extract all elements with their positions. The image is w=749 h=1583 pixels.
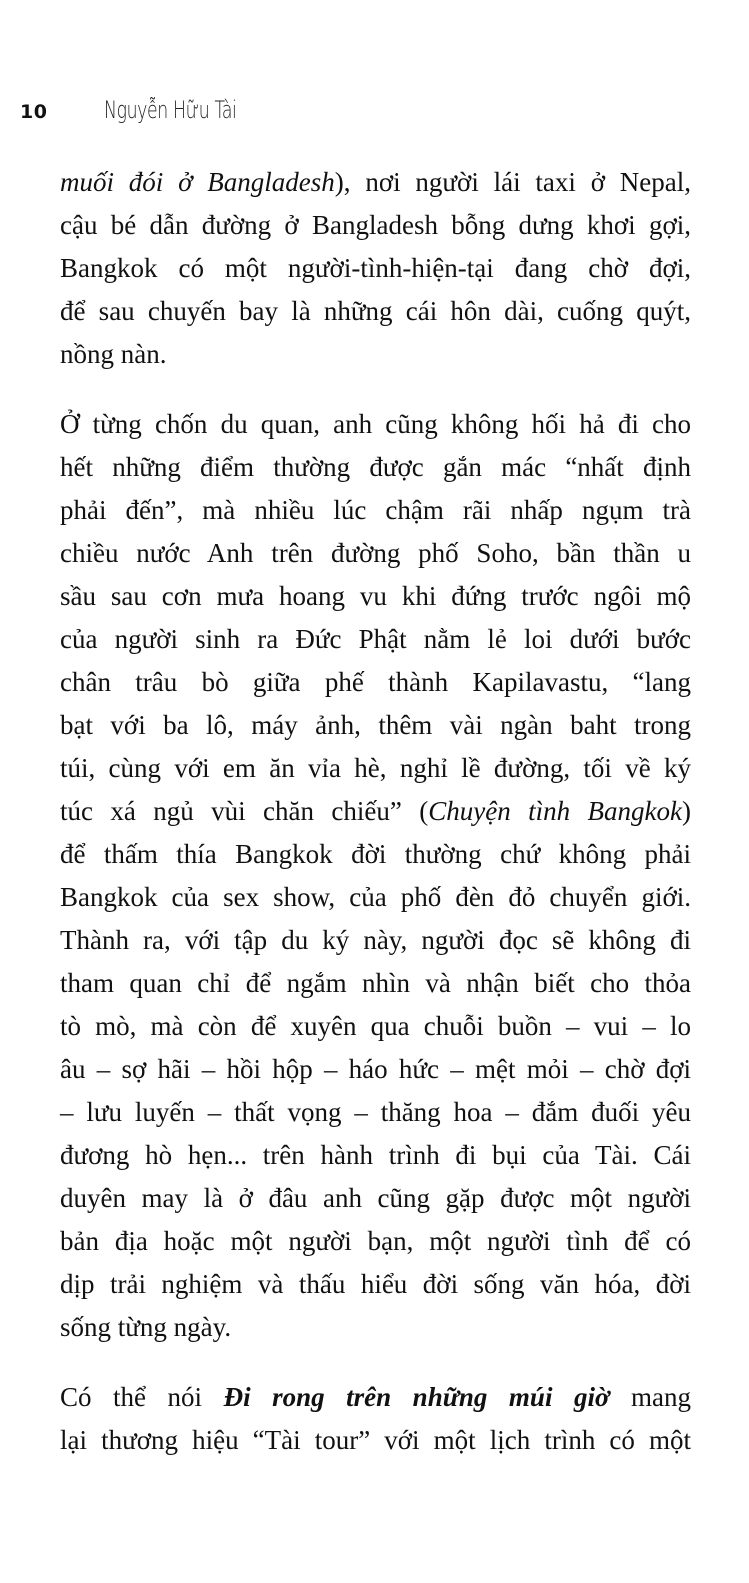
text-line xyxy=(60,1419,691,1462)
paragraph xyxy=(60,403,691,1349)
text-line xyxy=(60,962,691,1005)
text-line xyxy=(60,247,691,290)
text-line xyxy=(60,403,691,446)
book-title-emphasis: Đi rong trên những múi giờ xyxy=(223,1382,610,1412)
text-run: để thấm thía Bangkok đời thường chứ không phải xyxy=(60,839,691,869)
text-run: đương hò hẹn... trên hành trình đi bụi của Tài. Cái xyxy=(60,1140,691,1170)
text-run: dịp trải nghiệm và thấu hiểu đời sống văn hóa, đời xyxy=(60,1269,691,1299)
text-run: túc xá ngủ vùi chăn chiếu” ( xyxy=(60,796,429,826)
text-line xyxy=(60,1306,691,1349)
text-run: Bangkok có một người-tình-hiện-tại đang chờ đợi, xyxy=(60,253,691,283)
text-run: tham quan chỉ để ngắm nhìn và nhận biết cho thỏa xyxy=(60,968,691,998)
text-line xyxy=(60,661,691,704)
text-line xyxy=(60,1177,691,1220)
text-line xyxy=(60,333,691,376)
text-run: chiều nước Anh trên đường phố Soho, bần thần u xyxy=(60,538,691,568)
text-run: Có thể nói xyxy=(60,1382,224,1412)
text-line xyxy=(60,1134,691,1177)
text-run: Ở từng chốn du quan, anh cũng không hối hả đi cho xyxy=(60,409,691,439)
text-line xyxy=(60,704,691,747)
text-run: của người sinh ra Đức Phật nằm lẻ loi dưới bước xyxy=(60,624,691,654)
text-line xyxy=(60,747,691,790)
text-line xyxy=(60,833,691,876)
text-run: ) xyxy=(681,796,691,826)
text-run: phải đến”, mà nhiều lúc chậm rãi nhấp ngụm trà xyxy=(60,495,691,525)
text-line xyxy=(60,790,691,833)
text-line xyxy=(60,204,691,247)
text-run: lại thương hiệu “Tài tour” với một lịch trình có một xyxy=(60,1425,691,1455)
text-line xyxy=(60,1048,691,1091)
text-run: để sau chuyến bay là những cái hôn dài, cuống quýt, xyxy=(60,296,691,326)
text-run: tò mò, mà còn để xuyên qua chuỗi buồn – vui – lo xyxy=(60,1011,691,1041)
italic-title: Chuyện tình Bangkok xyxy=(428,796,682,826)
text-run: Thành ra, với tập du ký này, người đọc sẽ không đi xyxy=(60,925,691,955)
text-run: Bangkok của sex show, của phố đèn đỏ chuyển giới. xyxy=(60,882,691,912)
page-number: 10 xyxy=(20,101,48,123)
italic-title: muối đói ở Bangladesh xyxy=(60,167,335,197)
text-run: cậu bé dẫn đường ở Bangladesh bỗng dưng khơi gợi, xyxy=(60,210,691,240)
text-run: bản địa hoặc một người bạn, một người tình để có xyxy=(60,1226,691,1256)
text-run: chân trâu bò giữa phế thành Kapilavastu, “lang xyxy=(60,667,691,697)
text-line xyxy=(60,618,691,661)
text-run: ), nơi người lái taxi ở Nepal, xyxy=(334,167,691,197)
text-run: mang xyxy=(609,1382,691,1412)
text-line xyxy=(60,489,691,532)
text-line xyxy=(60,919,691,962)
text-run: nồng nàn. xyxy=(60,339,167,369)
header-author-name: Nguyễn Hữu Tài xyxy=(104,96,237,124)
text-run: sống từng ngày. xyxy=(60,1312,232,1342)
text-run: bạt với ba lô, máy ảnh, thêm vài ngàn baht trong xyxy=(60,710,691,740)
text-run: túi, cùng với em ăn vỉa hè, nghỉ lề đường, tối về ký xyxy=(60,753,691,783)
text-line xyxy=(60,1376,691,1419)
text-line xyxy=(60,1263,691,1306)
text-run: âu – sợ hãi – hồi hộp – háo hức – mệt mỏi – chờ đợi xyxy=(60,1054,691,1084)
text-line xyxy=(60,290,691,333)
text-line xyxy=(60,532,691,575)
text-run: sầu sau cơn mưa hoang vu khi đứng trước ngôi mộ xyxy=(60,581,691,611)
text-run: – lưu luyến – thất vọng – thăng hoa – đắm đuối yêu xyxy=(60,1097,691,1127)
text-line xyxy=(60,161,691,204)
text-line xyxy=(60,1005,691,1048)
running-header xyxy=(20,96,288,136)
text-run: duyên may là ở đâu anh cũng gặp được một người xyxy=(60,1183,691,1213)
text-line xyxy=(60,446,691,489)
text-line xyxy=(60,1220,691,1263)
text-line xyxy=(60,575,691,618)
text-run: hết những điểm thường được gắn mác “nhất định xyxy=(60,452,691,482)
body-text xyxy=(60,161,691,1489)
text-line xyxy=(60,1091,691,1134)
paragraph xyxy=(60,161,691,376)
paragraph xyxy=(60,1376,691,1462)
text-line xyxy=(60,876,691,919)
